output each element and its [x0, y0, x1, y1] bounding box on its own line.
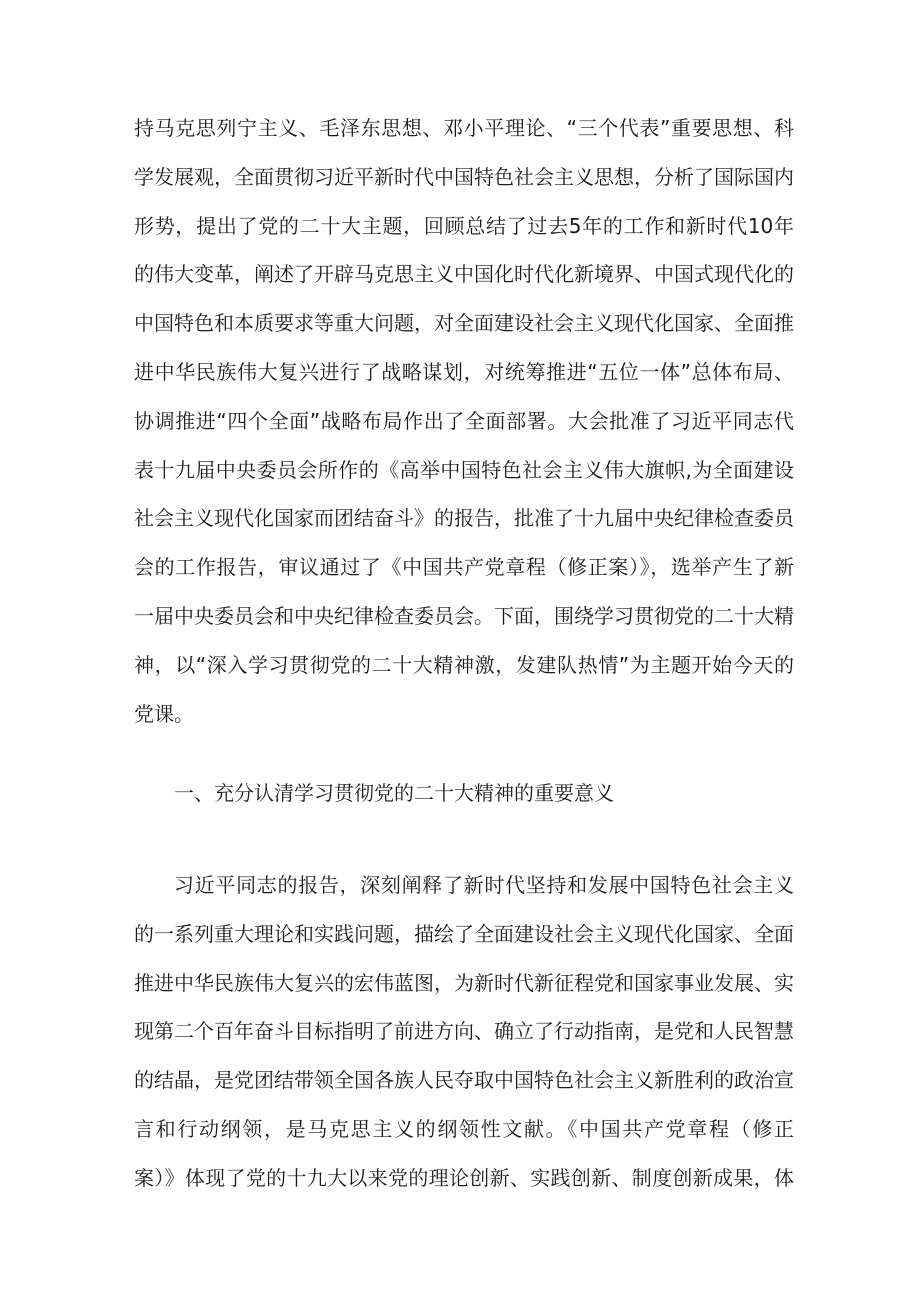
text-line: 案）》体现了党的十九大以来党的理论创新、实践创新、制度创新成果，体 [134, 1165, 794, 1190]
text-line: 推进中华民族伟大复兴的宏伟蓝图，为新时代新征程党和国家事业发展、实 [134, 970, 794, 995]
text-line: 进中华民族伟大复兴进行了战略谋划，对统筹推进“五位一体”总体布局、 [134, 359, 794, 384]
text-line: 现第二个百年奋斗目标指明了前进方向、确立了行动指南，是党和人民智慧 [134, 1019, 794, 1044]
text-line: 的结晶，是党团结带领全国各族人民夺取中国特色社会主义新胜利的政治宣 [134, 1068, 794, 1093]
text-line: 习近平同志的报告，深刻阐释了新时代坚持和发展中国特色社会主义 [174, 873, 794, 897]
text-line: 中国特色和本质要求等重大问题，对全面建设社会主义现代化国家、全面推 [134, 311, 794, 336]
text-line: 持马克思列宁主义、毛泽东思想、邓小平理论、“三个代表”重要思想、科 [134, 116, 794, 140]
text-line: 的一系列重大理论和实践问题，描绘了全面建设社会主义现代化国家、全面 [134, 921, 794, 946]
text-line: 会的工作报告，审议通过了《中国共产党章程（修正案）》，选举产生了新 [134, 555, 794, 580]
text-line: 一届中央委员会和中央纪律检查委员会。下面，围绕学习贯彻党的二十大精 [134, 603, 794, 628]
text-line: 的伟大变革，阐述了开辟马克思主义中国化时代化新境界、中国式现代化的 [134, 262, 794, 287]
paragraph-intro [134, 104, 794, 738]
section-heading: 一、充分认清学习贯彻党的二十大精神的重要意义 [174, 781, 614, 805]
text-line: 神，以“深入学习贯彻党的二十大精神激，发建队热情”为主题开始今天的 [134, 652, 794, 677]
text-line: 社会主义现代化国家而团结奋斗》的报告，批准了十九届中央纪律检查委员 [134, 506, 794, 531]
text-line: 形势，提出了党的二十大主题，回顾总结了过去5年的工作和新时代10年 [134, 213, 794, 238]
paragraph-significance [134, 861, 794, 1203]
text-line: 党课。 [134, 701, 194, 726]
text-line: 学发展观，全面贯彻习近平新时代中国特色社会主义思想，分析了国际国内 [134, 164, 794, 189]
text-line: 表十九届中央委员会所作的《高举中国特色社会主义伟大旗帜,为全面建设 [134, 457, 794, 482]
text-line: 言和行动纲领，是马克思主义的纲领性文献。《中国共产党章程（修正 [134, 1116, 794, 1141]
text-line: 协调推进“四个全面”战略布局作出了全面部署。大会批准了习近平同志代 [134, 408, 794, 433]
